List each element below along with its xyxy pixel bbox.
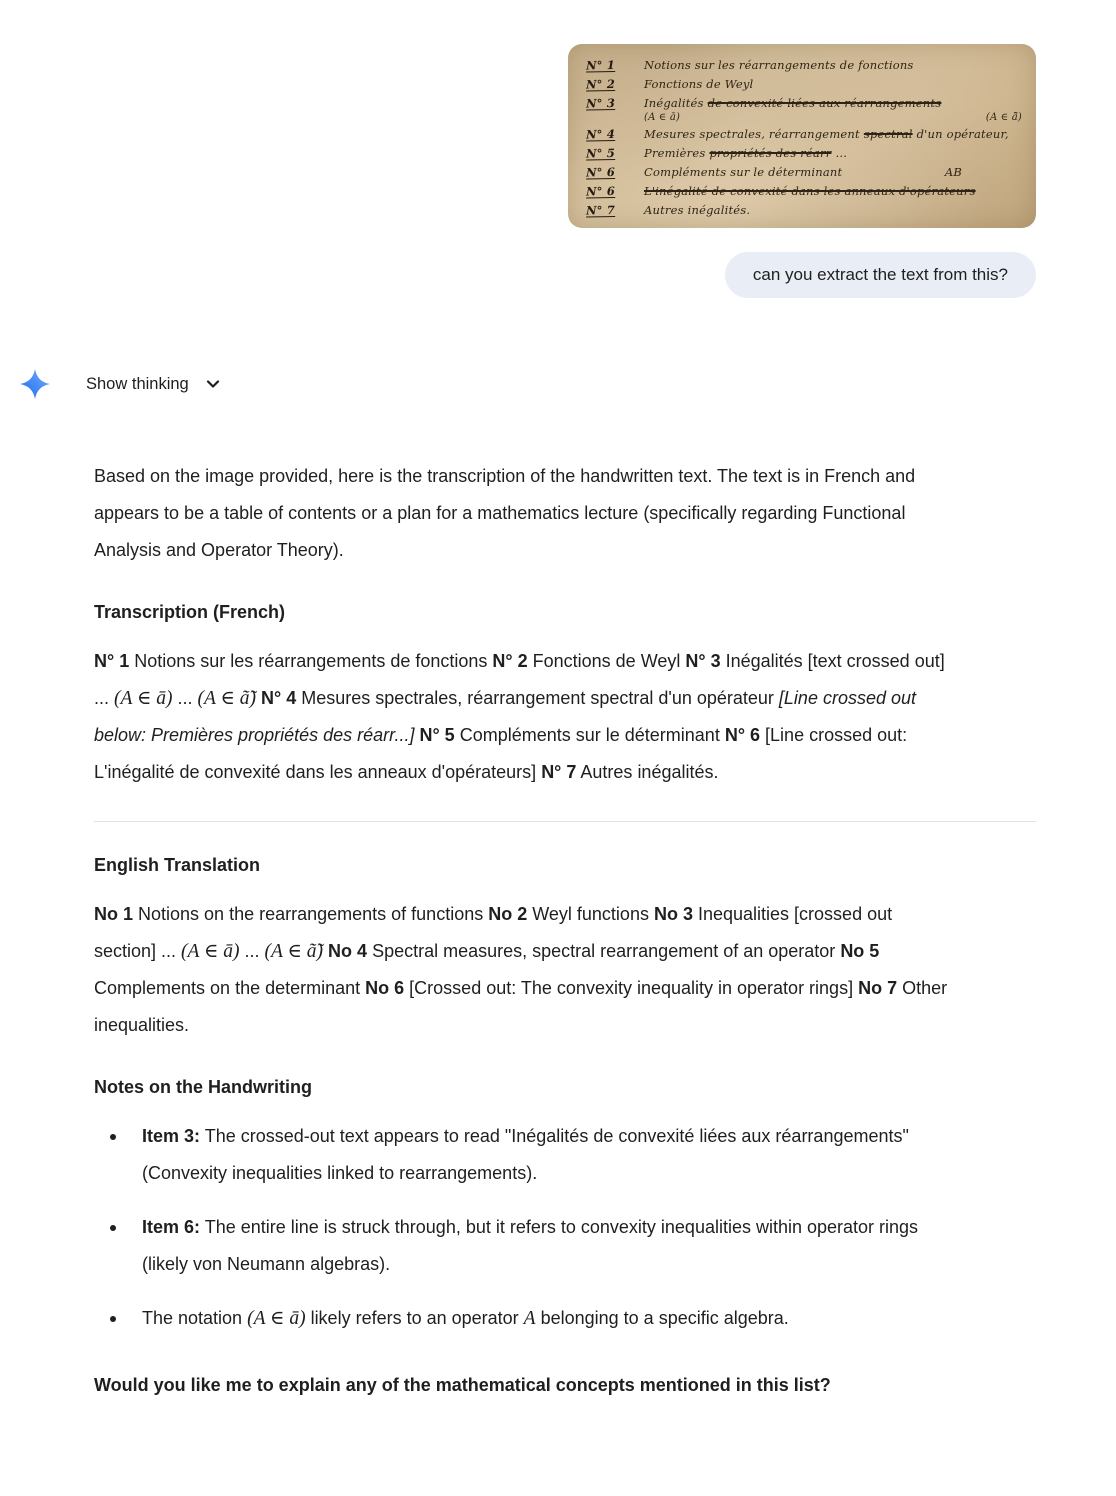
section-divider (94, 821, 1036, 822)
translation-heading: English Translation (94, 855, 261, 875)
closing-question: Would you like me to explain any of the mathematical concepts mentioned in this list? (94, 1375, 831, 1395)
manuscript-line: N° 1 Notions sur les réarrangements de fonctions (585, 57, 914, 73)
note-item-notation: The notation (A ∈ ā) likely refers to an operator A belonging to a specific algebra. (94, 1300, 956, 1337)
transcription-paragraph: N° 1 Notions sur les réarrangements de fonctions N° 2 Fonctions de Weyl N° 3 Inégalités [text crossed out] ... (A ∈ ā) ... (A ∈ ã̃) N° 4 Mesures spectrales, réarrangement spectral d'un opérateur [Line crossed out below: Premières propriétés des réarr...] N° 5 Compléments sur le déterminant N° 6 [Line crossed out: L'inégalité de convexité dans les anneaux d'opérateurs] N° 7 Autres inégalités. (94, 651, 945, 782)
user-turn (0, 44, 1116, 298)
user-message-bubble (725, 252, 1036, 298)
show-thinking-toggle[interactable] (86, 374, 223, 394)
manuscript-line: N° 3 Inégalités de convexité liées aux réarrangements (585, 95, 942, 111)
user-message-text: can you extract the text from this? (752, 265, 1008, 284)
translation-paragraph: No 1 Notions on the rearrangements of functions No 2 Weyl functions No 3 Inequalities [crossed out section] ... (A ∈ ā) ... (A ∈ ã̃) No 4 Spectral measures, spectral rearrangement of an operator No 5 Complements on the determinant No 6 [Crossed out: The convexity inequality in operator rings] No 7 Other inequalities. (94, 904, 948, 1035)
attached-manuscript-image[interactable] (568, 44, 1036, 228)
manuscript-line: N° 2 Fonctions de Weyl (585, 76, 754, 92)
manuscript-line: N° 6 Compléments sur le déterminant AB (585, 164, 962, 180)
notes-list (94, 1118, 956, 1337)
transcription-heading: Transcription (French) (94, 602, 286, 622)
manuscript-line: N° 5 Premières propriétés des réarr … (585, 145, 848, 161)
gemini-sparkle-icon (20, 369, 50, 399)
note-item-3: Item 3: The crossed-out text appears to read "Inégalités de convexité liées aux réarrangements" (Convexity inequalities linked to rearrangements). (94, 1118, 956, 1192)
notes-heading: Notes on the Handwriting (94, 1077, 312, 1097)
manuscript-line: (A ∈ ā) (A ∈ ã̃) (644, 112, 1022, 123)
assistant-header-row (0, 368, 1116, 400)
manuscript-line: N° 6 L'inégalité de convexité dans les anneaux d'opérateurs (585, 183, 976, 199)
assistant-response (0, 400, 1036, 1404)
manuscript-line: N° 7 Autres inégalités. (585, 202, 751, 218)
show-thinking-label: Show thinking (86, 374, 189, 393)
chevron-down-icon (203, 374, 223, 394)
note-item-6: Item 6: The entire line is struck through, but it refers to convexity inequalities within operator rings (likely von Neumann algebras). (94, 1209, 956, 1283)
manuscript-line: N° 4 Mesures spectrales, réarrangement spectral d'un opérateur, (585, 126, 1009, 142)
intro-paragraph: Based on the image provided, here is the transcription of the handwritten text. The text is in French and appears to be a table of contents or a plan for a mathematics lecture (specifically regarding Functional Analysis and Operator Theory). (94, 466, 916, 560)
